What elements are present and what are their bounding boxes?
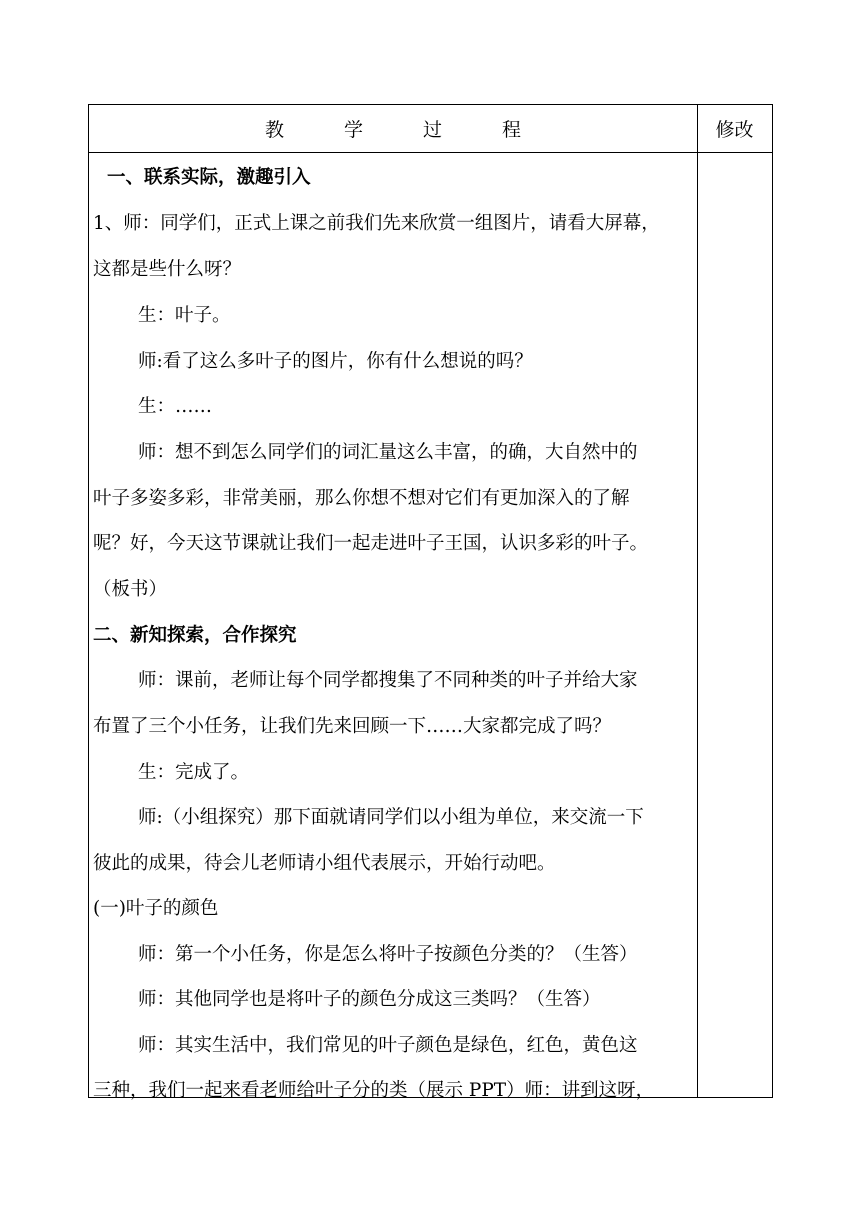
header-char: 教 — [264, 119, 284, 141]
text-line: （板书） — [93, 579, 168, 600]
text-line: 师：其实生活中，我们常见的叶子颜色是绿色，红色，黄色这 — [138, 1035, 638, 1056]
section-heading: 一、联系实际，激趣引入 — [107, 167, 311, 188]
subsection-heading: (一)叶子的颜色 — [93, 898, 219, 919]
text-line: 师:看了这么多叶子的图片，你有什么想说的吗？ — [138, 351, 533, 372]
text-line: 师：想不到怎么同学们的词汇量这么丰富，的确，大自然中的 — [138, 442, 638, 463]
section-heading: 二、新知探索，合作探究 — [93, 625, 297, 646]
header-char: 过 — [423, 119, 443, 141]
lesson-table — [88, 104, 773, 1101]
header-divider — [89, 152, 772, 153]
text-line: 生：叶子。 — [138, 305, 231, 326]
text-line: 师：其他同学也是将叶子的颜色分成这三类吗？（生答） — [138, 989, 601, 1010]
text-line: 生：完成了。 — [138, 762, 250, 783]
text-line: 师:（小组探究）那下面就请同学们以小组为单位，来交流一下 — [138, 807, 644, 828]
text-line: 布置了三个小任务，让我们先来回顾一下……大家都完成了吗？ — [93, 716, 612, 737]
text-line: 生：…… — [138, 396, 213, 417]
column-divider — [697, 105, 698, 1097]
teaching-process-header — [89, 105, 697, 152]
text-line: 1、师：同学们，正式上课之前我们先来欣赏一组图片，请看大屏幕， — [93, 213, 660, 234]
header-char: 学 — [343, 119, 363, 141]
text-line: 师：课前，老师让每个同学都搜集了不同种类的叶子并给大家 — [138, 670, 638, 691]
text-line: 彼此的成果，待会儿老师请小组代表展示，开始行动吧。 — [93, 853, 556, 874]
text-line: 这都是些什么呀？ — [93, 259, 242, 280]
revise-header: 修改 — [715, 119, 754, 141]
header-char: 程 — [502, 119, 522, 141]
text-line: 呢？好，今天这节课就让我们一起走进叶子王国，认识多彩的叶子。 — [93, 533, 649, 554]
text-line: 师：第一个小任务，你是怎么将叶子按颜色分类的？（生答） — [138, 944, 638, 965]
text-line: 三种，我们一起来看老师给叶子分的类（展示 PPT）师：讲到这呀， — [93, 1080, 655, 1101]
text-line: 叶子多姿多彩，非常美丽，那么你想不想对它们有更加深入的了解 — [93, 488, 630, 509]
